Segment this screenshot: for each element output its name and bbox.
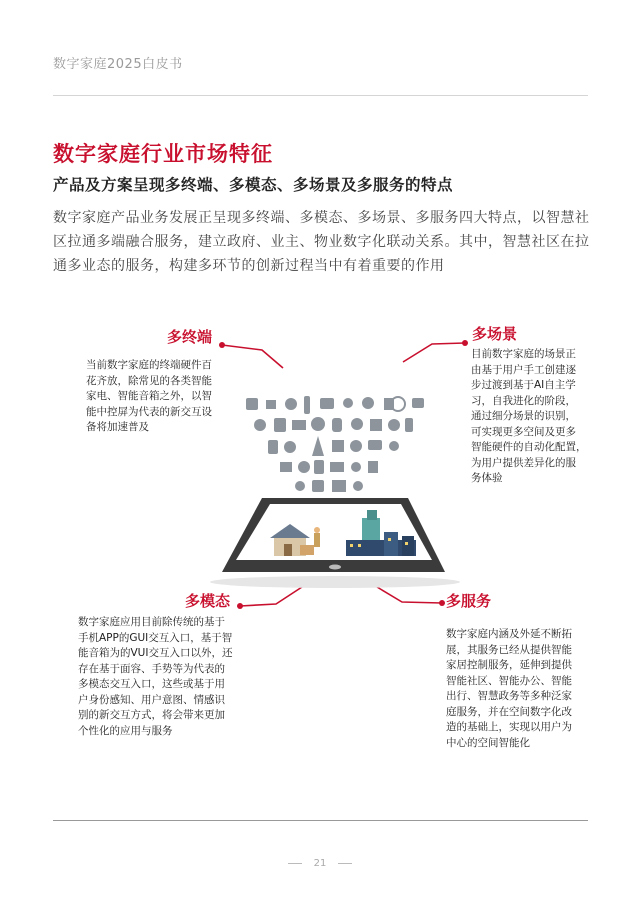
desc-line: 务体验 <box>471 472 503 484</box>
connector-service <box>377 587 442 603</box>
device-icon <box>343 398 353 408</box>
device-icon <box>388 419 400 431</box>
device-icon <box>314 460 324 474</box>
desc-line: 备将加速普及 <box>86 421 149 433</box>
desc-line: 能音箱为的VUI交互入口以外，还 <box>78 647 233 659</box>
device-icon <box>274 418 286 432</box>
connector-scene <box>403 343 465 362</box>
smart-device-icon-cloud <box>246 396 424 492</box>
desc-line: 数字家庭内涵及外延不断拓 <box>446 628 572 640</box>
connector-dot <box>462 340 468 346</box>
desc-line: 别的新交互方式，将会带来更加 <box>78 709 225 721</box>
desc-line: 多模态交互入口，这些或基于用 <box>78 678 225 690</box>
desc-line: 户身份感知、用户意图、情感识 <box>78 693 225 706</box>
desc-line: 能中控屏为代表的新交互设 <box>86 405 212 418</box>
desc-line: 为用户提供差异化的服 <box>471 456 576 469</box>
device-icon <box>312 436 324 456</box>
desc-line: 出行、智慧政务等多种泛家 <box>446 690 572 702</box>
device-icon <box>266 400 276 409</box>
desc-line: 花齐放，除常见的各类智能 <box>86 374 212 387</box>
desc-line: 造的基础上，实现以用户为 <box>446 721 572 733</box>
device-icon <box>268 440 278 454</box>
device-icon <box>332 440 344 452</box>
footer-divider <box>53 820 588 821</box>
page-dash-right <box>338 863 352 864</box>
tablet-illustration <box>210 498 460 588</box>
section-title: 数字家庭行业市场特征 <box>53 142 273 166</box>
device-icon <box>353 481 363 491</box>
desc-line: 个性化的应用与服务 <box>78 724 173 737</box>
desc-line: 庭服务，并在空间数字化改 <box>446 705 572 718</box>
device-icon <box>285 398 297 410</box>
device-icon <box>389 441 399 451</box>
connector-dot <box>237 603 243 609</box>
feature-title-modality: 多模态 <box>185 592 231 610</box>
device-icon <box>284 441 296 453</box>
device-icon <box>320 398 334 409</box>
device-icon <box>246 398 258 410</box>
connector-modality <box>240 587 302 606</box>
desc-line: 目前数字家庭的场景正 <box>471 348 576 360</box>
device-icon <box>351 462 361 472</box>
connector-dot <box>219 342 225 348</box>
device-icon <box>405 418 413 432</box>
desc-line: 数字家庭应用目前除传统的基于 <box>78 616 225 628</box>
desc-line: 当前数字家庭的终端硬件百 <box>86 359 212 371</box>
feature-title-terminal: 多终端 <box>167 328 213 346</box>
page-number-row <box>0 858 640 869</box>
desc-line: 由基于用户手工创建逐 <box>471 363 576 376</box>
desc-line: 通过细分场景的识别， <box>471 410 576 422</box>
desc-line: 手机APP的GUI交互入口，基于智 <box>78 631 233 644</box>
device-icon <box>412 398 424 408</box>
device-icon <box>362 397 374 409</box>
connector-dot <box>439 600 445 606</box>
device-icon <box>280 462 292 472</box>
device-icon <box>332 480 346 492</box>
desc-line: 智能硬件的自动化配置， <box>471 441 587 453</box>
desc-line: 习，自我进化的阶段， <box>471 394 576 407</box>
device-icon <box>254 419 266 431</box>
feature-title-scene: 多场景 <box>472 325 518 343</box>
device-icon <box>351 418 363 430</box>
desc-line: 存在基于面容、手势等为代表的 <box>78 662 225 675</box>
section-subtitle: 产品及方案呈现多终端、多模态、多场景及多服务的特点 <box>53 176 454 194</box>
desc-line: 家电、智能音箱之外，以智 <box>86 390 212 402</box>
page-number: 21 <box>313 858 327 869</box>
device-icon <box>295 481 305 491</box>
desc-line: 展，其服务已经从提供智能 <box>446 643 572 656</box>
device-icon <box>330 462 344 472</box>
device-icon <box>370 419 382 431</box>
document-header-title: 数字家庭2025白皮书 <box>53 57 183 72</box>
desc-line: 步过渡到基于AI自主学 <box>471 379 576 391</box>
device-icon <box>304 396 310 414</box>
desc-line: 可实现更多空间及更多 <box>471 425 576 438</box>
desc-line: 中心的空间智能化 <box>446 736 530 749</box>
device-icon <box>332 418 342 432</box>
intro-paragraph: 数字家庭产品业务发展正呈现多终端、多模态、多场景、多服务四大特点，以智慧社区拉通多端融合服务，建立政府、业主、物业数字化联动关系。其中，智慧社区在拉通多业态的服务，构建多环节的创新过程当中有着重要的作用 <box>53 210 590 274</box>
device-icon <box>311 417 325 431</box>
connector-terminal <box>222 345 283 368</box>
device-icon <box>368 461 378 473</box>
feature-title-service: 多服务 <box>446 592 492 610</box>
device-icon <box>312 480 324 492</box>
device-icon <box>350 440 362 452</box>
device-icon <box>298 461 310 473</box>
page-dash-left <box>288 863 302 864</box>
device-icon <box>368 440 382 450</box>
desc-line: 智能社区、智能办公、智能 <box>446 674 572 687</box>
device-icon <box>292 420 306 430</box>
desc-line: 家居控制服务，延伸到提供 <box>446 659 572 671</box>
